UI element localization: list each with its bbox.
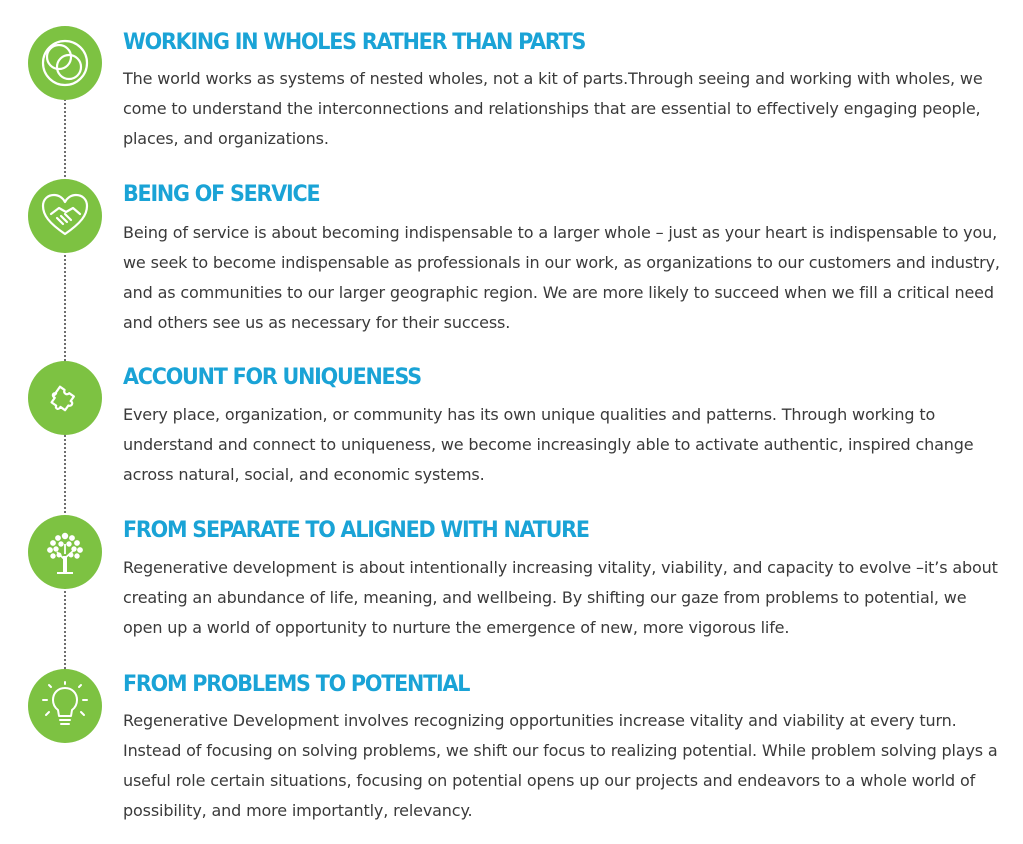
principle-description: Every place, organization, or community has its own unique qualities and patterns. Through working to understand and connect to uniqueness, we become increasingly able to activate authentic, inspired change across natural, social, and economic systems. [123,405,974,484]
principle-description: Regenerative development is about intentionally increasing vitality, viability, and capacity to evolve –it’s about creating an abundance of life, meaning, and wellbeing. By shifting our gaze from problems to potential, we open up a world of opportunity to nurture the emergence of new, more vigorous life. [123,558,998,637]
puzzle-piece-icon [28,361,102,435]
principle-description: Being of service is about becoming indispensable to a larger whole – just as your heart is indispensable to you, we seek to become indispensable as professionals in our work, as organizations to our customers and industry, and as communities to our larger geographic region. We are more likely to succeed when we fill a critical need and others see us as necessary for their success. [123,223,1000,332]
overlapping-circles-icon [28,26,102,100]
principle-title: ACCOUNT FOR UNIQUENESS [123,365,421,390]
principle-title: FROM SEPARATE TO ALIGNED WITH NATURE [123,518,589,543]
heart-handshake-icon [28,179,102,253]
principle-description: The world works as systems of nested wholes, not a kit of parts.Through seeing and working with wholes, we come to understand the interconnections and relationships that are essential to effectively engaging people, places, and organizations. [123,69,983,148]
principle-description: Regenerative Development involves recognizing opportunities increase vitality and viability at every turn. Instead of focusing on solving problems, we shift our focus to realizing potential. While problem solving plays a useful role certain situations, focusing on potential opens up our projects and endeavors to a whole world of possibility, and more importantly, relevancy. [123,711,998,820]
lightbulb-icon [28,669,102,743]
tree-icon [28,515,102,589]
principle-title: FROM PROBLEMS TO POTENTIAL [123,672,470,697]
principle-title: BEING OF SERVICE [123,182,320,207]
principle-title: WORKING IN WHOLES RATHER THAN PARTS [123,30,586,55]
